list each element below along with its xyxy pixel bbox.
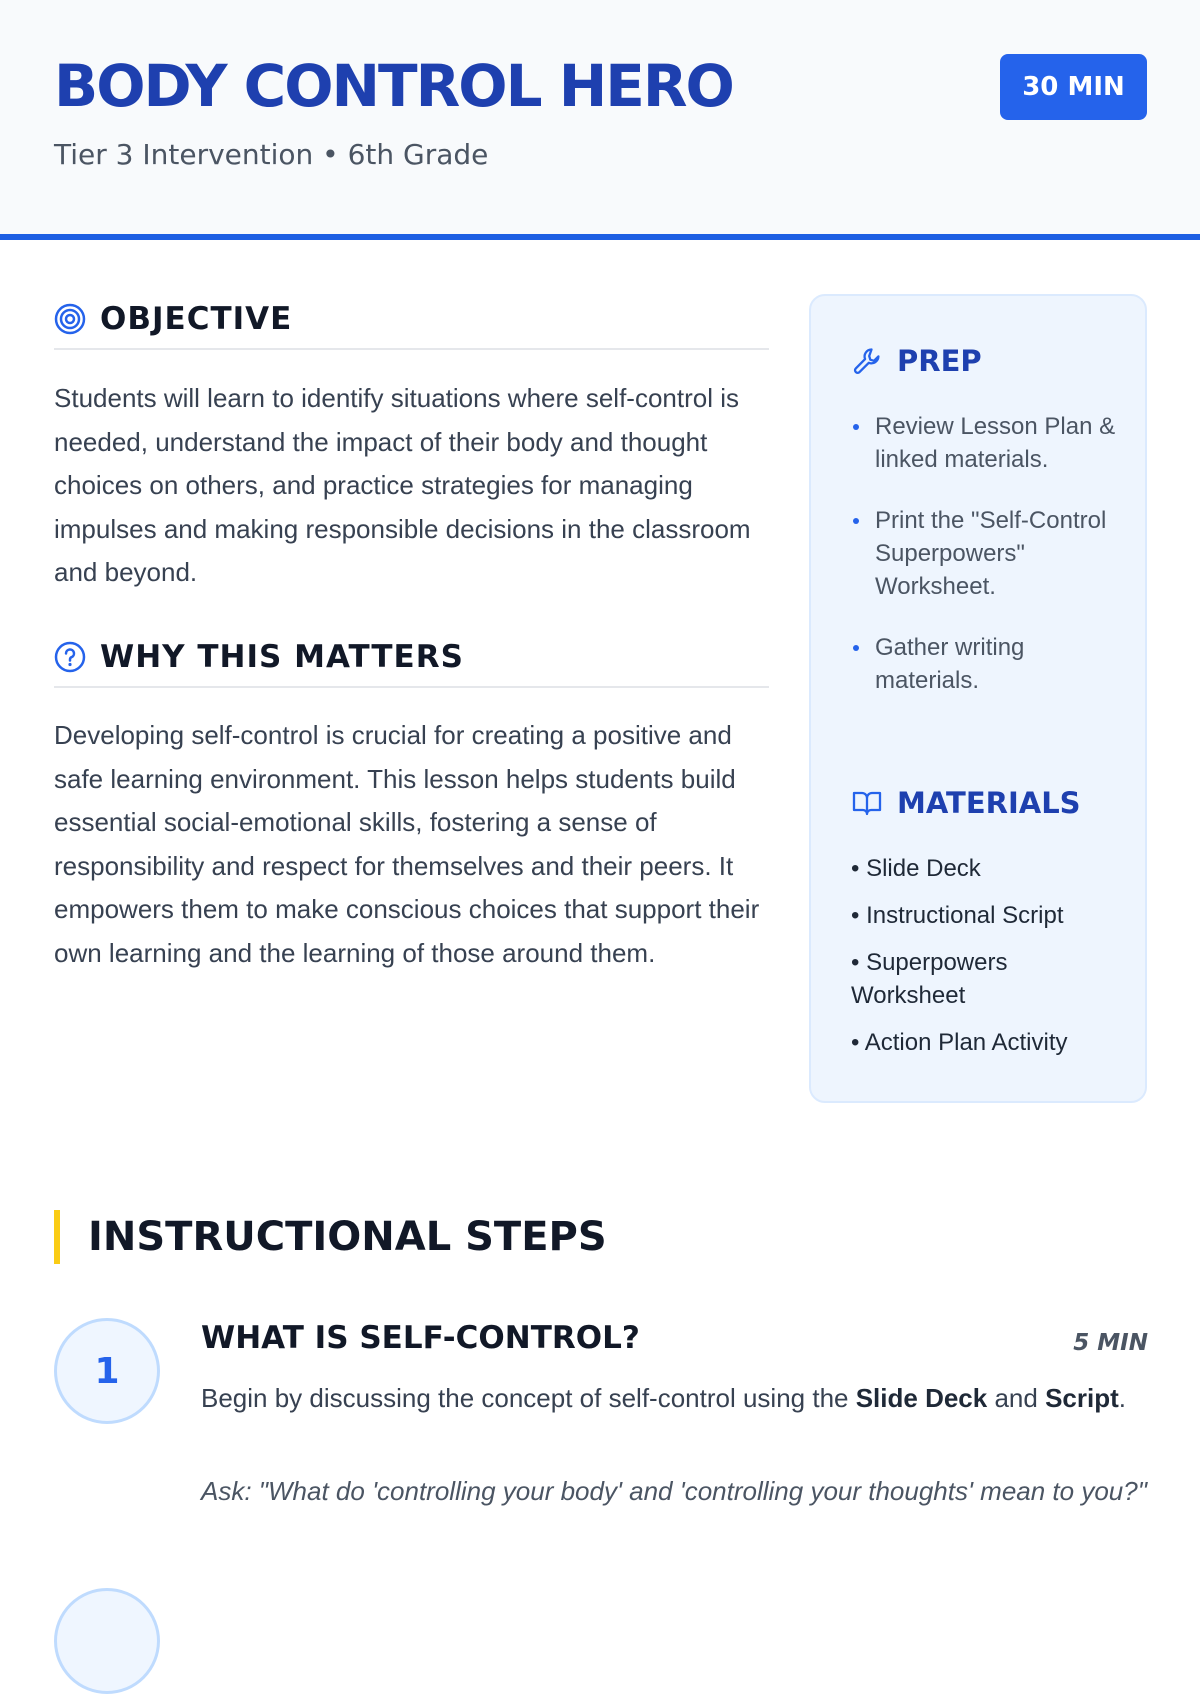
list-item: Gather writing materials. (851, 631, 1121, 697)
prep-list (851, 410, 1121, 725)
why-text: Developing self-control is crucial for creating a positive and safe learning environment. This lesson helps students build essential social-emotional skills, fostering a sense of responsibility and respect for themselves and their peers. It empowers them to make conscious choices that support their own learning and the learning of those around them. (54, 720, 760, 968)
objective-text: Students will learn to identify situations where self-control is needed, understand the impact of their body and thought choices on others, and practice strategies for managing impulses and making responsible decisions in the classroom and beyond. (54, 383, 751, 587)
why-heading-label: WHY THIS MATTERS (100, 639, 464, 675)
book-open-icon (851, 787, 883, 819)
step-description: Begin by discussing the concept of self-control using the Slide Deck and Script. (201, 1383, 1126, 1413)
step-title: WHAT IS SELF-CONTROL? (201, 1320, 640, 1356)
list-item: • Action Plan Activity (851, 1029, 1068, 1056)
materials-heading (851, 786, 1081, 820)
list-item: Print the "Self-Control Superpowers" Worksheet. (851, 504, 1121, 603)
prep-materials-panel (809, 294, 1147, 1103)
prep-heading (851, 344, 982, 378)
list-item: • Superpowers Worksheet (851, 949, 1008, 1009)
step-number-badge (54, 1588, 160, 1694)
duration-badge: 30 MIN (1000, 54, 1147, 120)
step-number-badge: 1 (54, 1318, 160, 1424)
materials-list (851, 852, 1121, 1073)
objective-heading-label: OBJECTIVE (100, 301, 293, 337)
why-heading (54, 628, 769, 688)
target-icon (54, 303, 86, 335)
step-question: Ask: "What do 'controlling your body' and 'controlling your thoughts' mean to you?" (201, 1476, 1147, 1506)
list-item: • Slide Deck (851, 855, 981, 882)
prep-heading-label: PREP (897, 344, 982, 378)
step-material-link: Slide Deck (855, 1383, 988, 1413)
steps-heading (54, 1210, 607, 1264)
steps-heading-label: INSTRUCTIONAL STEPS (88, 1214, 607, 1260)
list-item: • Instructional Script (851, 902, 1064, 929)
page-title: BODY CONTROL HERO (54, 52, 733, 120)
materials-heading-label: MATERIALS (897, 786, 1081, 820)
page-subtitle: Tier 3 Intervention • 6th Grade (54, 138, 489, 171)
question-circle-icon (54, 641, 86, 673)
step-material-link: Script (1045, 1383, 1119, 1413)
page-header (0, 0, 1200, 240)
list-item: Review Lesson Plan & linked materials. (851, 410, 1121, 476)
step-duration: 5 MIN (1073, 1330, 1148, 1356)
objective-heading (54, 290, 769, 350)
wrench-icon (851, 345, 883, 377)
